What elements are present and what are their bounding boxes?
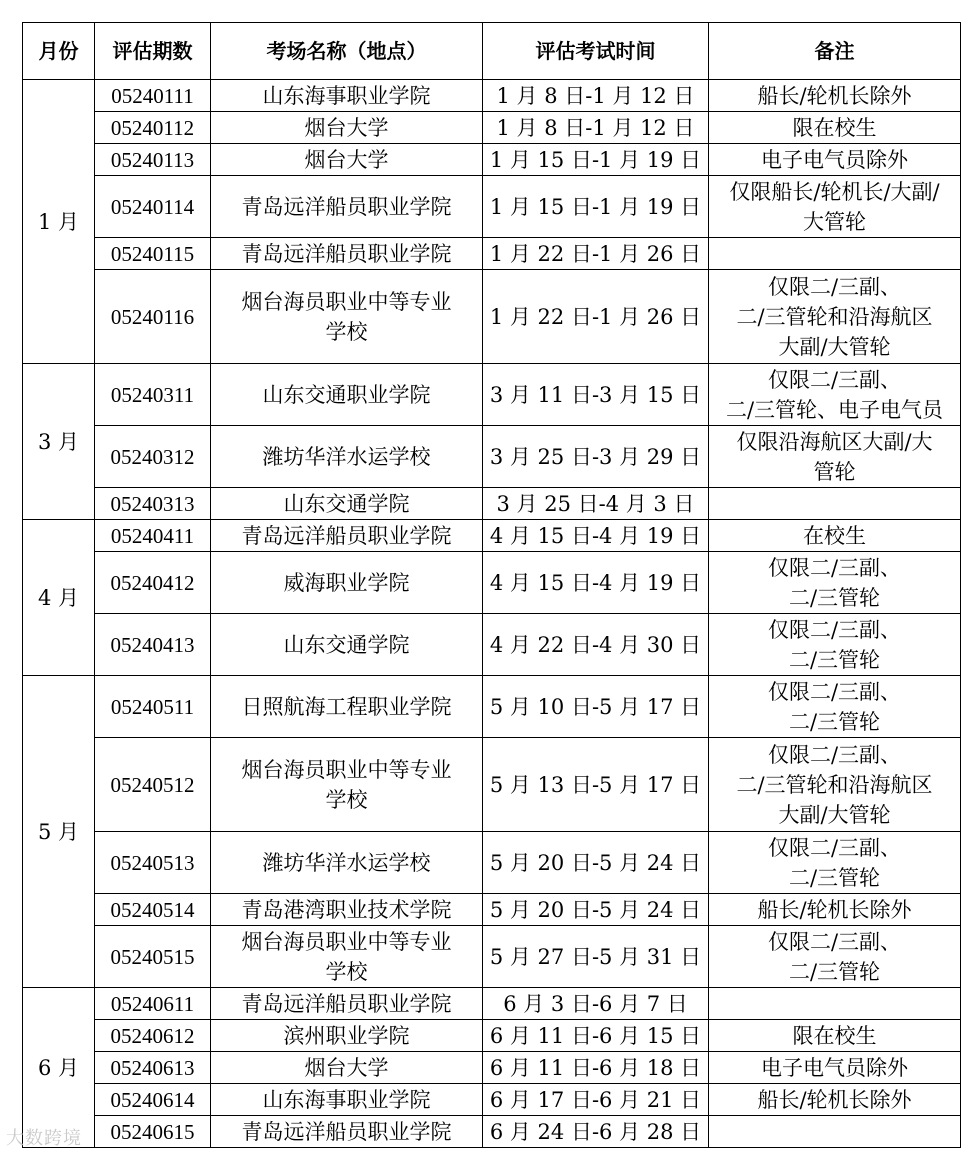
month-cell: 4 月	[23, 520, 95, 676]
period-code-cell: 05240312	[95, 426, 211, 488]
venue-cell: 山东海事职业学院	[211, 80, 483, 112]
exam-time-cell: 6 月 11 日-6 月 18 日	[483, 1052, 709, 1084]
period-code-cell: 05240116	[95, 270, 211, 364]
note-cell: 船长/轮机长除外	[709, 80, 961, 112]
period-code-cell: 05240614	[95, 1084, 211, 1116]
venue-cell: 烟台大学	[211, 1052, 483, 1084]
exam-time-cell: 5 月 27 日-5 月 31 日	[483, 926, 709, 988]
venue-cell: 滨州职业学院	[211, 1020, 483, 1052]
table-row	[23, 1052, 961, 1084]
period-code-cell: 05240111	[95, 80, 211, 112]
period-code-cell: 05240511	[95, 676, 211, 738]
table-row	[23, 1020, 961, 1052]
table-row	[23, 1116, 961, 1148]
exam-time-cell: 1 月 22 日-1 月 26 日	[483, 270, 709, 364]
table-row	[23, 676, 961, 738]
period-code-cell: 05240115	[95, 238, 211, 270]
venue-cell: 潍坊华洋水运学校	[211, 832, 483, 894]
exam-time-cell: 5 月 13 日-5 月 17 日	[483, 738, 709, 832]
exam-time-cell: 3 月 25 日-3 月 29 日	[483, 426, 709, 488]
exam-time-cell: 4 月 15 日-4 月 19 日	[483, 552, 709, 614]
note-cell: 仅限二/三副、 二/三管轮和沿海航区 大副/大管轮	[709, 738, 961, 832]
exam-time-cell: 5 月 20 日-5 月 24 日	[483, 894, 709, 926]
table-row	[23, 112, 961, 144]
venue-cell: 烟台海员职业中等专业 学校	[211, 270, 483, 364]
table-row	[23, 1084, 961, 1116]
exam-time-cell: 4 月 22 日-4 月 30 日	[483, 614, 709, 676]
venue-cell: 烟台大学	[211, 112, 483, 144]
header-venue: 考场名称（地点）	[211, 23, 483, 80]
venue-cell: 青岛远洋船员职业学院	[211, 176, 483, 238]
note-cell: 限在校生	[709, 112, 961, 144]
exam-time-cell: 6 月 24 日-6 月 28 日	[483, 1116, 709, 1148]
venue-cell: 威海职业学院	[211, 552, 483, 614]
exam-time-cell: 5 月 10 日-5 月 17 日	[483, 676, 709, 738]
note-cell: 船长/轮机长除外	[709, 1084, 961, 1116]
month-cell: 3 月	[23, 364, 95, 520]
note-cell: 仅限二/三副、 二/三管轮	[709, 832, 961, 894]
venue-cell: 烟台大学	[211, 144, 483, 176]
venue-cell: 青岛远洋船员职业学院	[211, 1116, 483, 1148]
venue-cell: 烟台海员职业中等专业 学校	[211, 926, 483, 988]
period-code-cell: 05240512	[95, 738, 211, 832]
period-code-cell: 05240113	[95, 144, 211, 176]
header-time: 评估考试时间	[483, 23, 709, 80]
month-cell: 1 月	[23, 80, 95, 364]
exam-time-cell: 4 月 15 日-4 月 19 日	[483, 520, 709, 552]
note-cell: 在校生	[709, 520, 961, 552]
period-code-cell: 05240411	[95, 520, 211, 552]
venue-cell: 山东交通学院	[211, 488, 483, 520]
period-code-cell: 05240313	[95, 488, 211, 520]
month-cell: 5 月	[23, 676, 95, 988]
table-row	[23, 552, 961, 614]
exam-time-cell: 6 月 3 日-6 月 7 日	[483, 988, 709, 1020]
venue-cell: 青岛远洋船员职业学院	[211, 988, 483, 1020]
watermark: 大数跨境	[6, 1128, 82, 1149]
period-code-cell: 05240514	[95, 894, 211, 926]
period-code-cell: 05240613	[95, 1052, 211, 1084]
exam-time-cell: 1 月 15 日-1 月 19 日	[483, 176, 709, 238]
note-cell: 仅限二/三副、 二/三管轮	[709, 552, 961, 614]
month-cell: 6 月	[23, 988, 95, 1148]
table-row	[23, 520, 961, 552]
exam-time-cell: 6 月 17 日-6 月 21 日	[483, 1084, 709, 1116]
table-row	[23, 144, 961, 176]
table-row	[23, 176, 961, 238]
period-code-cell: 05240311	[95, 364, 211, 426]
venue-cell: 日照航海工程职业学院	[211, 676, 483, 738]
period-code-cell: 05240612	[95, 1020, 211, 1052]
venue-cell: 青岛远洋船员职业学院	[211, 238, 483, 270]
note-cell	[709, 988, 961, 1020]
venue-cell: 青岛港湾职业技术学院	[211, 894, 483, 926]
period-code-cell: 05240611	[95, 988, 211, 1020]
note-cell: 仅限二/三副、 二/三管轮和沿海航区 大副/大管轮	[709, 270, 961, 364]
note-cell: 仅限二/三副、 二/三管轮	[709, 614, 961, 676]
header-month: 月份	[23, 23, 95, 80]
note-cell: 仅限二/三副、 二/三管轮	[709, 676, 961, 738]
table-row	[23, 738, 961, 832]
exam-time-cell: 6 月 11 日-6 月 15 日	[483, 1020, 709, 1052]
table-row	[23, 80, 961, 112]
note-cell	[709, 1116, 961, 1148]
table-row	[23, 426, 961, 488]
exam-time-cell: 5 月 20 日-5 月 24 日	[483, 832, 709, 894]
exam-schedule-table	[22, 22, 961, 1148]
table-row	[23, 488, 961, 520]
period-code-cell: 05240413	[95, 614, 211, 676]
exam-time-cell: 1 月 15 日-1 月 19 日	[483, 144, 709, 176]
table-row	[23, 364, 961, 426]
venue-cell: 山东交通学院	[211, 614, 483, 676]
exam-time-cell: 1 月 8 日-1 月 12 日	[483, 112, 709, 144]
note-cell: 电子电气员除外	[709, 144, 961, 176]
note-cell: 电子电气员除外	[709, 1052, 961, 1084]
venue-cell: 山东海事职业学院	[211, 1084, 483, 1116]
period-code-cell: 05240513	[95, 832, 211, 894]
header-note: 备注	[709, 23, 961, 80]
header-row	[23, 23, 961, 80]
exam-time-cell: 1 月 22 日-1 月 26 日	[483, 238, 709, 270]
period-code-cell: 05240615	[95, 1116, 211, 1148]
venue-cell: 青岛远洋船员职业学院	[211, 520, 483, 552]
period-code-cell: 05240112	[95, 112, 211, 144]
note-cell: 仅限二/三副、 二/三管轮	[709, 926, 961, 988]
note-cell: 仅限船长/轮机长/大副/ 大管轮	[709, 176, 961, 238]
table-body	[23, 80, 961, 1148]
note-cell	[709, 238, 961, 270]
period-code-cell: 05240114	[95, 176, 211, 238]
venue-cell: 潍坊华洋水运学校	[211, 426, 483, 488]
period-code-cell: 05240515	[95, 926, 211, 988]
note-cell	[709, 488, 961, 520]
table-row	[23, 614, 961, 676]
period-code-cell: 05240412	[95, 552, 211, 614]
venue-cell: 山东交通职业学院	[211, 364, 483, 426]
table-row	[23, 832, 961, 894]
note-cell: 限在校生	[709, 1020, 961, 1052]
header-period: 评估期数	[95, 23, 211, 80]
note-cell: 仅限二/三副、 二/三管轮、电子电气员	[709, 364, 961, 426]
venue-cell: 烟台海员职业中等专业 学校	[211, 738, 483, 832]
exam-time-cell: 3 月 11 日-3 月 15 日	[483, 364, 709, 426]
table-row	[23, 894, 961, 926]
table-row	[23, 238, 961, 270]
table-row	[23, 926, 961, 988]
exam-time-cell: 3 月 25 日-4 月 3 日	[483, 488, 709, 520]
table-row	[23, 988, 961, 1020]
note-cell: 船长/轮机长除外	[709, 894, 961, 926]
note-cell: 仅限沿海航区大副/大 管轮	[709, 426, 961, 488]
exam-time-cell: 1 月 8 日-1 月 12 日	[483, 80, 709, 112]
table-row	[23, 270, 961, 364]
